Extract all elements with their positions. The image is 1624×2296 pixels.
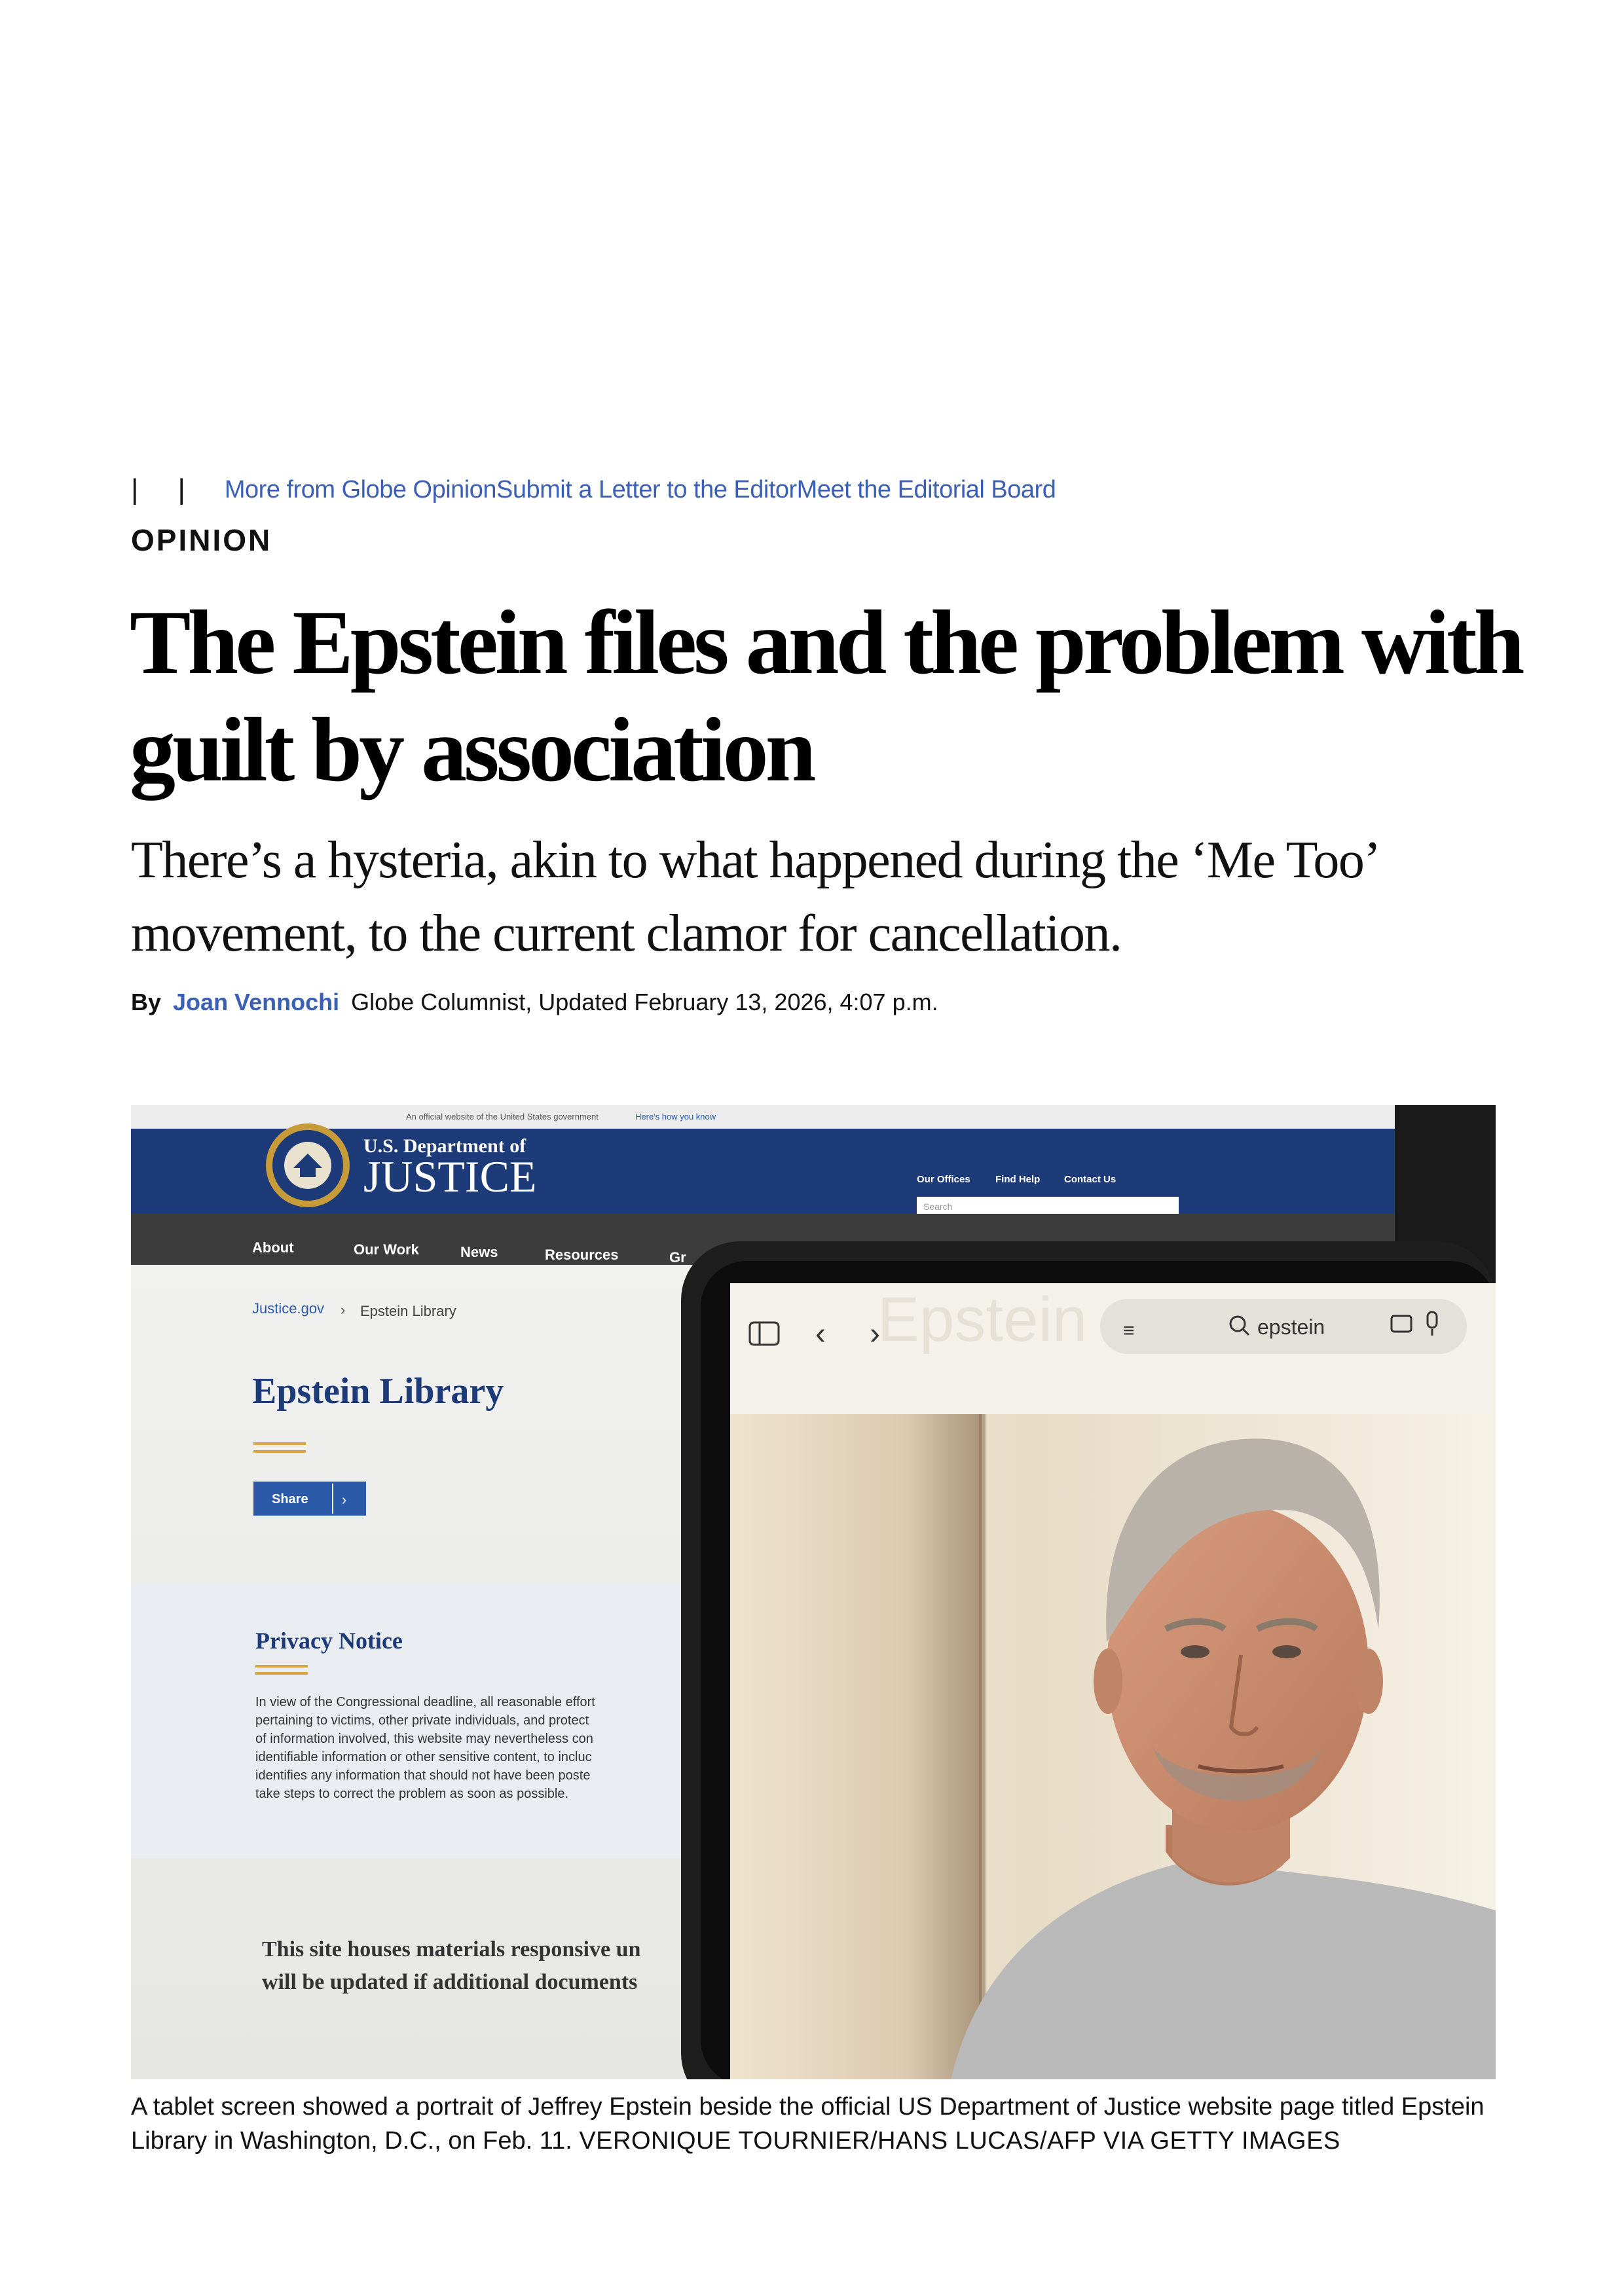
reader-icon: ≡ — [1123, 1320, 1135, 1341]
doj-menu-news: News — [460, 1244, 498, 1260]
lead-photo — [131, 1105, 1496, 2079]
doj-breadcrumb-current: Epstein Library — [360, 1303, 456, 1319]
byline — [131, 989, 938, 1016]
doj-search-box — [917, 1197, 1179, 1214]
lead-photo-illustration — [131, 1105, 1496, 2079]
tablet-search-text: epstein — [1257, 1315, 1325, 1339]
doj-util-link-contact: Contact Us — [1064, 1174, 1116, 1185]
doj-util-link-offices: Our Offices — [917, 1174, 970, 1185]
section-label[interactable]: OPINION — [131, 523, 272, 557]
photo-credit: VERONIQUE TOURNIER/HANS LUCAS/AFP VIA GETTY IMAGES — [579, 2127, 1340, 2155]
gov-banner-text: An official website of the United States government — [406, 1112, 599, 1121]
nav-separator: | — [177, 473, 185, 505]
doj-bottom-line: will be updated if additional documents — [262, 1970, 638, 1994]
gov-banner-link: Here's how you know — [635, 1112, 716, 1121]
nav-separator: | — [131, 473, 139, 505]
headline: The Epstein files and the problem with guilt by association — [130, 592, 1522, 801]
doj-privacy-line: identifiable information or other sensitive content, to incluc — [255, 1750, 592, 1764]
photo-caption — [131, 2090, 1496, 2158]
subnav-links — [225, 476, 1056, 504]
doj-menu-resources: Resources — [545, 1247, 619, 1263]
caption-text: A tablet screen showed a portrait of Jeffrey Epstein beside the official US Department of Justice website page titled Epstein Library in Washington, D.C., on Feb. 11. — [131, 2093, 1485, 2155]
subheadline: There’s a hysteria, akin to what happened during the ‘Me Too’ movement, to the current clamor for cancellation. — [131, 831, 1376, 962]
doj-menu-about: About — [252, 1239, 294, 1256]
author-link[interactable]: Joan Vennochi — [173, 989, 340, 1015]
doj-privacy-line: pertaining to victims, other private individuals, and protect — [255, 1713, 589, 1728]
back-chevron-icon: ‹ — [815, 1317, 826, 1351]
more-from-globe-opinion-link[interactable]: More from Globe Opinion — [224, 475, 497, 503]
meet-editorial-board-link[interactable]: Meet the Editorial Board — [796, 475, 1056, 503]
doj-menu-gr: Gr — [669, 1249, 686, 1266]
forward-chevron-icon: › — [870, 1317, 880, 1351]
doj-util-link-help: Find Help — [995, 1174, 1041, 1185]
doj-share-label: Share — [272, 1492, 308, 1506]
doj-agency-small: U.S. Department of — [363, 1135, 526, 1157]
submit-letter-link[interactable]: Submit a Letter to the Editor — [496, 475, 797, 503]
svg-text:›: › — [342, 1491, 347, 1508]
doj-menu-ourwork: Our Work — [354, 1241, 419, 1258]
svg-text:›: › — [341, 1302, 346, 1318]
doj-privacy-line: identifies any information that should not have been poste — [255, 1768, 591, 1783]
doj-search-placeholder: Search — [923, 1201, 953, 1212]
byline-meta: Globe Columnist, Updated February 13, 2026, 4:07 p.m. — [351, 989, 938, 1015]
doj-page-title: Epstein Library — [252, 1371, 504, 1412]
doj-bottom-line: This site houses materials responsive un — [262, 1937, 641, 1961]
doj-breadcrumb-home: Justice.gov — [252, 1300, 325, 1317]
doj-agency-big: JUSTICE — [363, 1152, 537, 1201]
byline-by: By — [131, 989, 162, 1015]
tablet-ghost-text: Epstein — [877, 1285, 1088, 1355]
doj-privacy-line: take steps to correct the problem as soon as possible. — [255, 1787, 569, 1801]
doj-privacy-line: of information involved, this website may nevertheless con — [255, 1732, 593, 1746]
opinion-subnav — [131, 470, 1056, 509]
doj-share-button — [253, 1482, 366, 1516]
doj-privacy-title: Privacy Notice — [255, 1628, 403, 1654]
doj-privacy-line: In view of the Congressional deadline, all reasonable effort — [255, 1695, 595, 1709]
